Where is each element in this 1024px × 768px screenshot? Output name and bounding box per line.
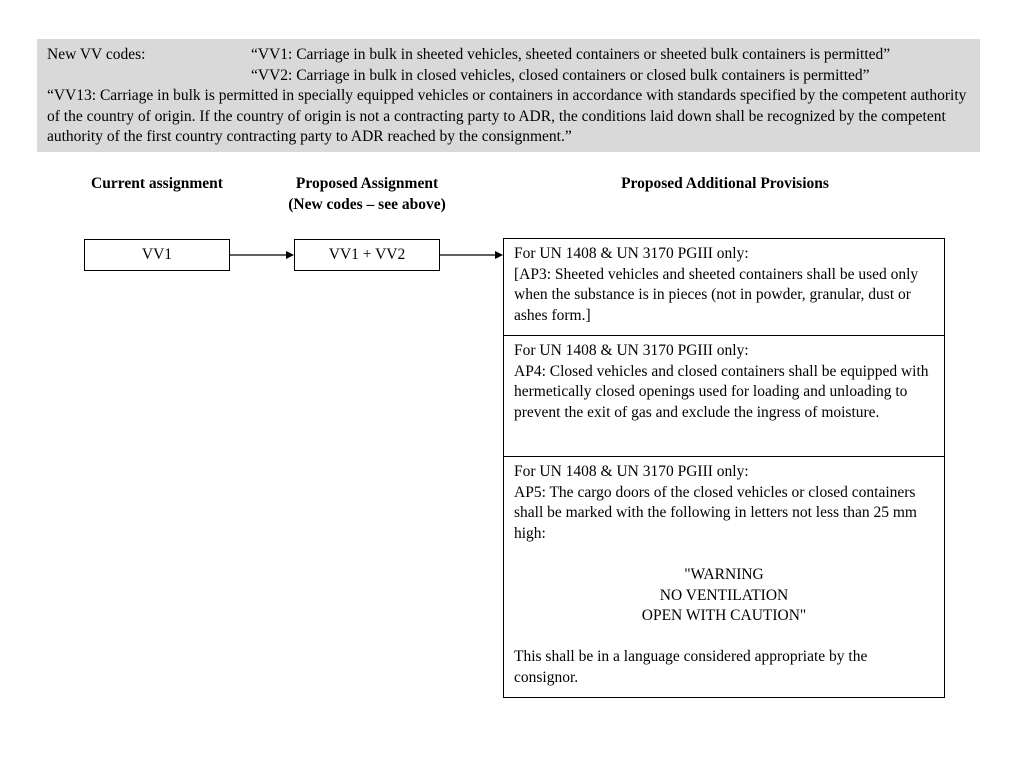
vv13-definition: “VV13: Carriage in bulk is permitted in specially equipped vehicles or containers in accordance with standards specified by the competent authority of the country of origin. If the country of origin is not a contracting party to ADR, the conditions laid down shall be recognized by the competent authority of the first country contracting party to ADR reached by the consignment.” [47, 87, 967, 146]
vv1-definition: “VV1: Carriage in bulk in sheeted vehicles, sheeted containers or sheeted bulk containers is permitted” [251, 46, 891, 63]
provision-ap3-box [503, 238, 945, 336]
provision-ap5-footer: This shall be in a language considered appropriate by the consignor. [514, 648, 868, 686]
proposed-assignment-heading-line2: (New codes – see above) [288, 196, 446, 213]
additional-provisions-heading: Proposed Additional Provisions [621, 175, 829, 192]
provision-ap4-text: AP4: Closed vehicles and closed containers shall be equipped with hermetically closed openings used for loading and unloading to prevent the exit of gas and exclude the ingress of moisture. [514, 362, 929, 421]
provision-ap4-box [503, 335, 945, 457]
current-assignment-heading: Current assignment [91, 175, 223, 192]
new-vv-codes-label: New VV codes: [47, 46, 146, 63]
provision-ap5-text: AP5: The cargo doors of the closed vehicles or closed containers shall be marked with the following in letters not less than 25 mm high: [514, 483, 917, 542]
vv1-row [47, 45, 970, 66]
warning-line-1: "WARNING [684, 565, 764, 583]
proposed-assignment-box: VV1 + VV2 [294, 239, 440, 271]
warning-line-2: NO VENTILATION [659, 586, 789, 604]
provision-ap4-intro: For UN 1408 & UN 3170 PGIII only: [514, 342, 749, 359]
proposed-assignment-heading [262, 173, 472, 215]
current-assignment-box: VV1 [84, 239, 230, 271]
new-vv-codes-box [37, 39, 980, 152]
provision-ap3-intro: For UN 1408 & UN 3170 PGIII only: [514, 245, 749, 262]
proposed-assignment-heading-line1: Proposed Assignment [295, 175, 439, 192]
warning-line-3: OPEN WITH CAUTION" [641, 607, 807, 625]
provision-ap5-box [503, 456, 945, 698]
provision-ap3-text: [AP3: Sheeted vehicles and sheeted containers shall be used only when the substance is in pieces (not in powder, granular, dust or ashes form.] [514, 265, 919, 324]
provision-ap5-intro: For UN 1408 & UN 3170 PGIII only: [514, 463, 749, 480]
vv2-definition: “VV2: Carriage in bulk in closed vehicles, closed containers or closed bulk containers is permitted” [251, 66, 870, 84]
